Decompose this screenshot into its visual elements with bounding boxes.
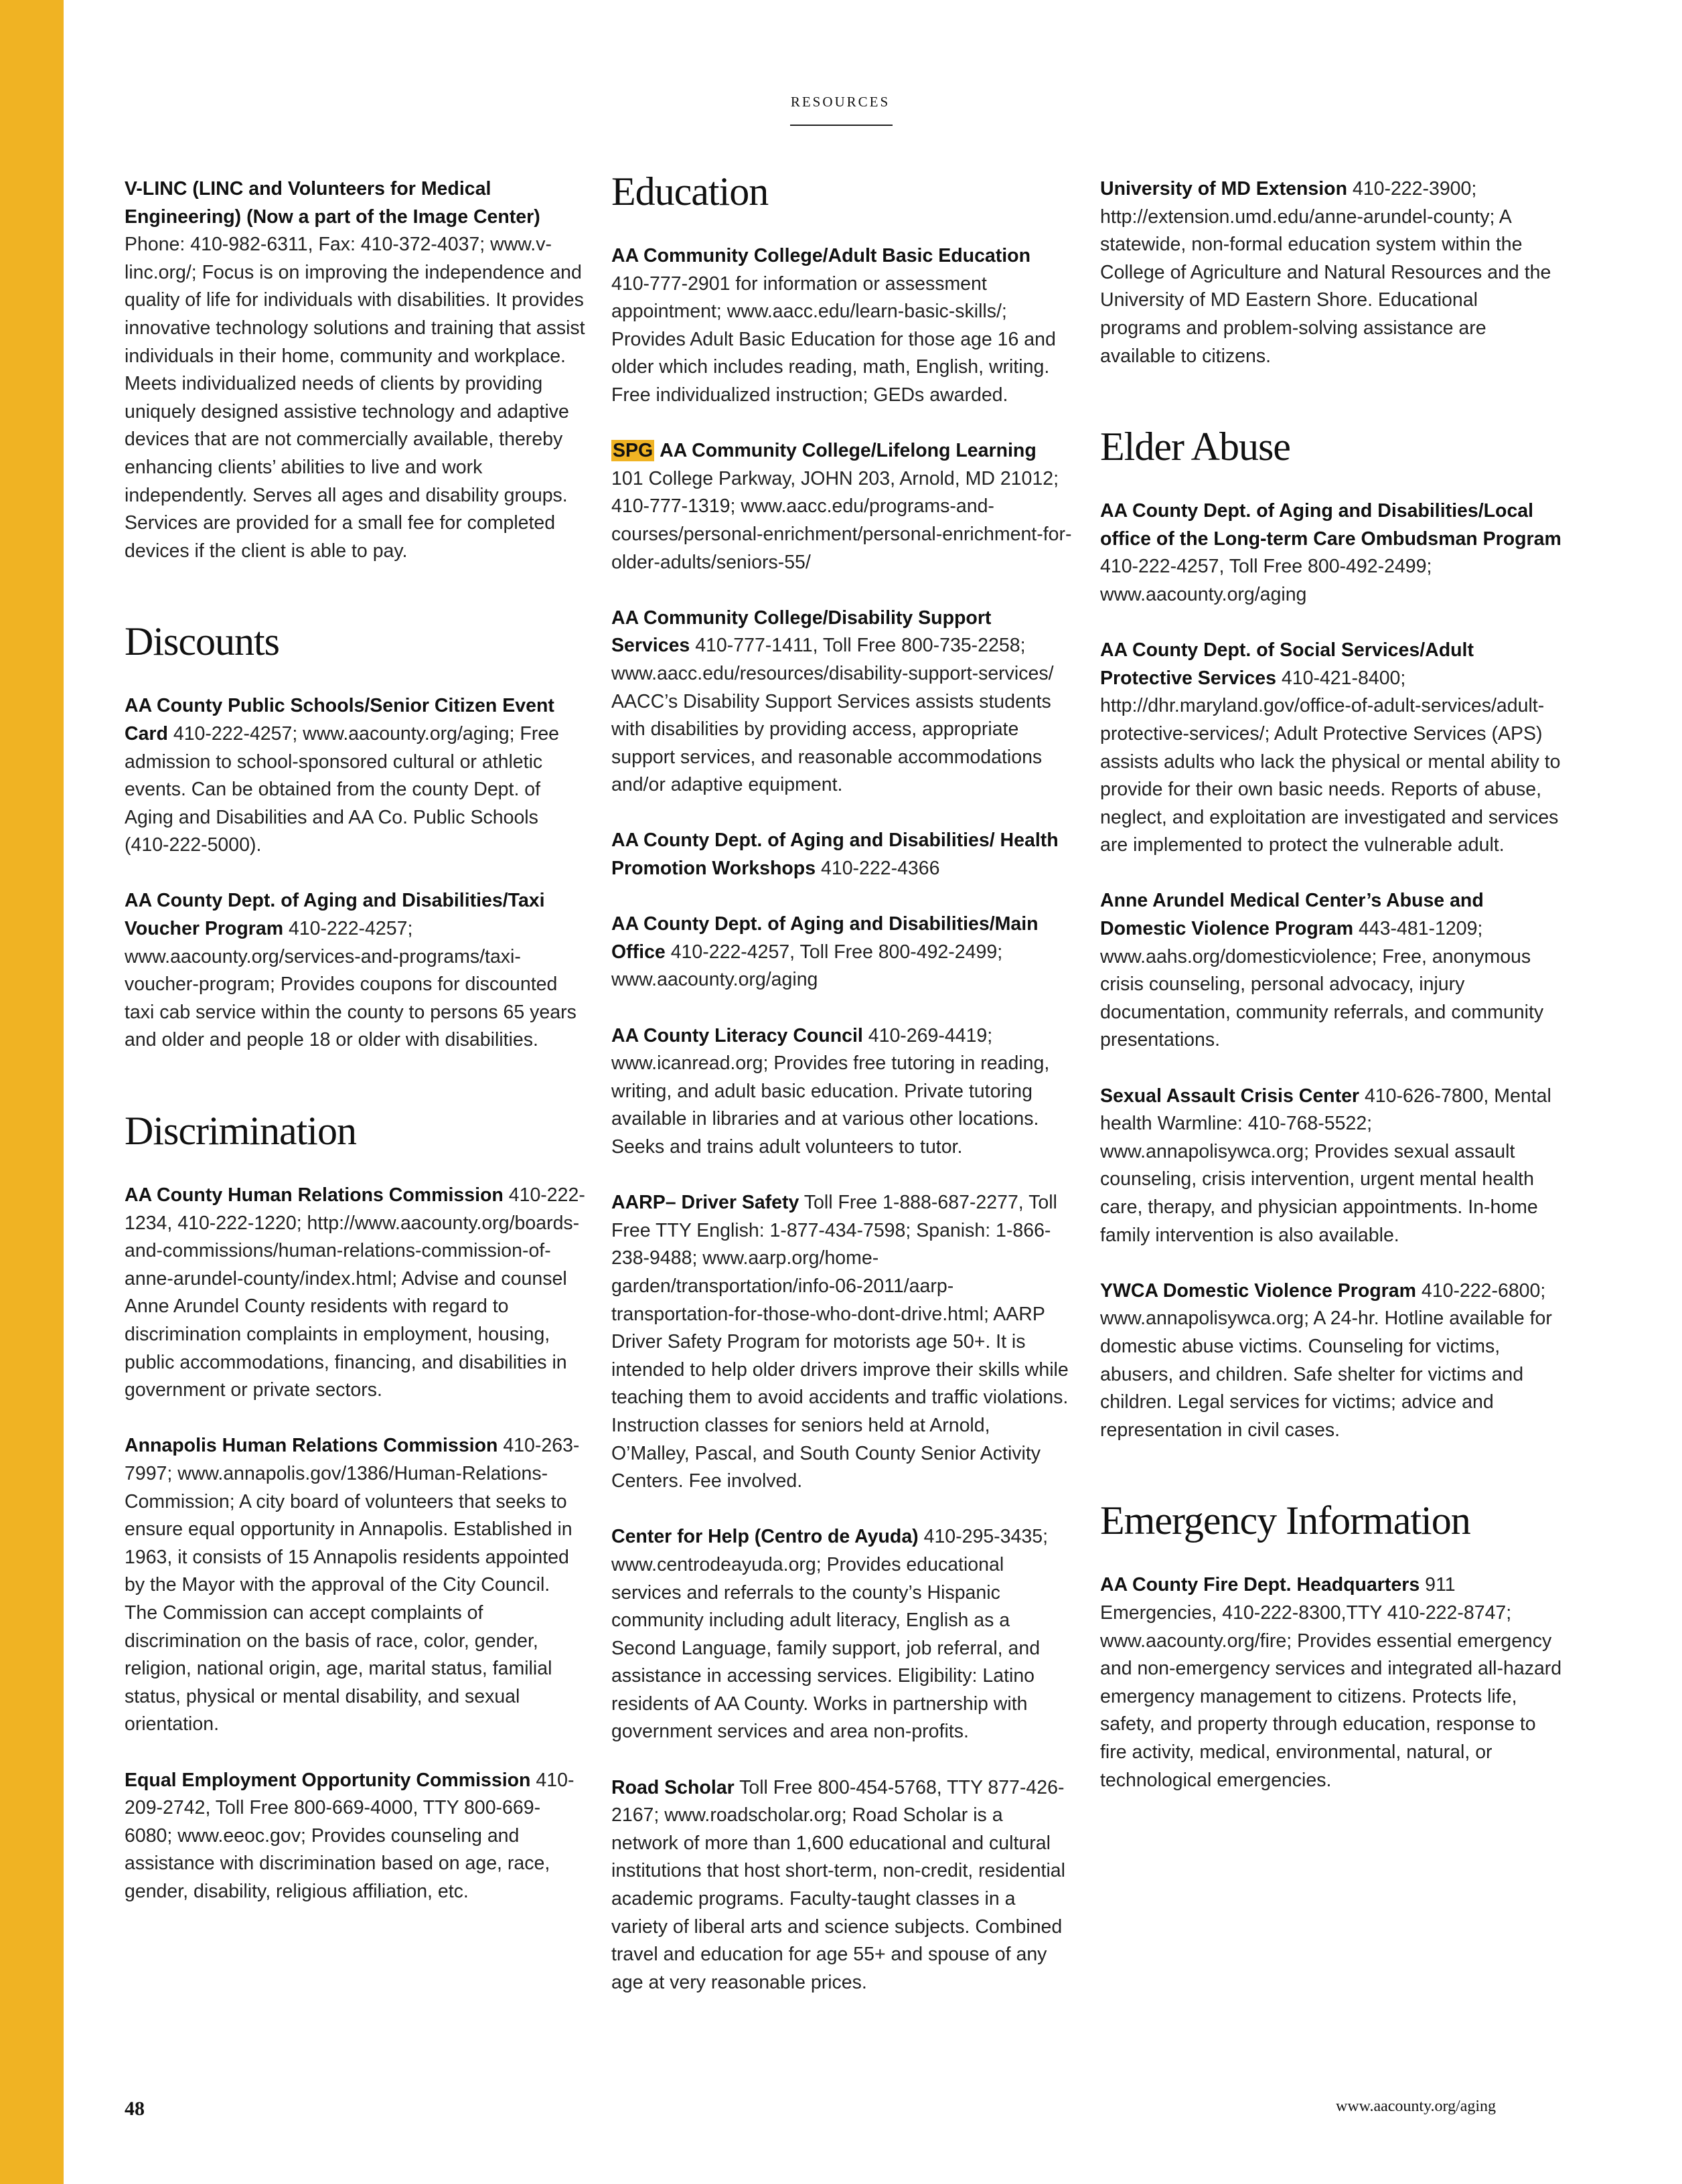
- resource-details: 410-626-7800, Mental health Warmline: 410-768-5522; www.annapolisywca.org; Provides sexual assault counseling, crisis intervention, urgent mental health care, therapy, and physician appointments. In-home family intervention is also available.: [1100, 1085, 1551, 1246]
- resource-entry: [611, 1189, 1073, 1496]
- resource-name: Center for Help (Centro de Ayuda): [611, 1526, 919, 1548]
- resource-details: 911 Emergencies, 410-222-8300,TTY 410-222-8747; www.aacounty.org/fire; Provides essential emergency and non-emergency services and integrated all-hazard emergency management to citizens. Protects life, safety, and property through education, response to fire activity, medical, environmental, natural, or technological emergencies.: [1100, 1574, 1562, 1791]
- resource-entry: [611, 911, 1073, 994]
- resource-details: 410-777-2901 for information or assessment appointment; www.aacc.edu/learn-basic-skills/; Provides Adult Basic Education for those age 16 and older which includes reading, math, English, writing. Free individualized instruction; GEDs awarded.: [611, 272, 1056, 406]
- page-number: 48: [125, 2098, 145, 2120]
- resource-entry: [1100, 637, 1562, 860]
- resource-details: Phone: 410-982-6311, Fax: 410-372-4037; www.v-linc.org/; Focus is on improving the independence and quality of life for individuals with disabilities. It provides innovative technology solutions and training that assist individuals in their home, community and workplace. Meets individualized needs of clients by providing uniquely designed assistive technology and adaptive devices that are not commercially available, thereby enhancing clients’ abilities to live and work independently. Serves all ages and disability groups. Services are provided for a small fee for completed devices if the client is able to pay.: [125, 234, 585, 562]
- resource-section: [125, 175, 587, 565]
- resource-name: Equal Employment Opportunity Commission: [125, 1769, 531, 1791]
- resource-details: 410-263-7997; www.annapolis.gov/1386/Human-Relations-Commission; A city board of volunteers that seeks to ensure equal opportunity in Annapolis. Established in 1963, it consists of 15 Annapolis residents appointed by the Mayor with the approval of the City Council. The Commission can accept complaints of discrimination on the basis of race, color, gender, religion, national origin, age, marital status, familial status, physical or mental disability, and sexual orientation.: [125, 1435, 580, 1735]
- resource-details: 410-222-6800; www.annapolisywca.org; A 24-hr. Hotline available for domestic abuse victims. Counseling for victims, abusers, and children. Safe shelter for victims and children. Legal services for victims; advice and representation in civil cases.: [1100, 1279, 1552, 1441]
- column-2: [611, 167, 1073, 2049]
- resource-entry: [611, 242, 1073, 410]
- resource-name: AA County Dept. of Aging and Disabilities/ Health Promotion Workshops: [611, 830, 1059, 880]
- resource-entry: [1100, 1083, 1562, 1250]
- resource-section: [611, 167, 1073, 1997]
- resource-entry: [125, 1432, 587, 1739]
- resource-details: 410-269-4419; www.icanread.org; Provides free tutoring in reading, writing, and adult basic education. Private tutoring available in libraries and at various other locations. Seeks and trains adult volunteers to tutor.: [611, 1024, 1050, 1158]
- resource-name: AARP– Driver Safety: [611, 1192, 799, 1214]
- resource-name: AA County Public Schools/Senior Citizen Event Card: [125, 695, 554, 745]
- resource-name: AA County Dept. of Aging and Disabilities/Local office of the Long-term Care Ombudsman Program: [1100, 500, 1561, 550]
- resource-details: 410-295-3435; www.centrodeayuda.org; Provides educational services and referrals to the county’s Hispanic community including adult literacy, English as a Second Language, family support, job referral, and assistance in accessing services. Eligibility: Latino residents of AA County. Works in partnership with government services and area non-profits.: [611, 1526, 1048, 1743]
- resource-section: [1100, 175, 1562, 370]
- resource-entry: [1100, 887, 1562, 1055]
- resource-details: 410-222-3900; http://extension.umd.edu/anne-arundel-county; A statewide, non-formal education system within the College of Agriculture and Natural Resources and the University of MD Eastern Shore. Educational programs and problem-solving assistance are available to citizens.: [1100, 178, 1551, 367]
- resource-details: 443-481-1209; www.aahs.org/domesticviolence; Free, anonymous crisis counseling, personal advocacy, injury documentation, community referrals, and community presentations.: [1100, 918, 1544, 1051]
- resource-details: 101 College Parkway, JOHN 203, Arnold, MD 21012; 410-777-1319; www.aacc.edu/programs-and-courses/personal-enrichment/personal-enrichment-for-older-adults/seniors-55/: [611, 467, 1072, 573]
- resource-entry: [1100, 497, 1562, 609]
- resource-entry: [611, 827, 1073, 882]
- resource-details: 410-209-2742, Toll Free 800-669-4000, TTY 800-669-6080; www.eeoc.gov; Provides counseling and assistance with discrimination based on age, race, gender, disability, religious affiliation, etc.: [125, 1769, 575, 1902]
- resource-name: AA Community College/Disability Support Services: [611, 607, 992, 657]
- resource-name: Anne Arundel Medical Center’s Abuse and Domestic Violence Program: [1100, 890, 1484, 940]
- resource-entry: [125, 692, 587, 860]
- section-title: Discrimination: [125, 1109, 356, 1154]
- resource-entry: [125, 1767, 587, 1906]
- resource-entry: [125, 175, 587, 565]
- resource-details: 410-222-1234, 410-222-1220; http://www.aacounty.org/boards-and-commissions/human-relations-commission-of-anne-arundel-county/index.html; Advise and counsel Anne Arundel County residents with regard to discrimination complaints in employment, housing, public accommodations, financing, and disabilities in government or private sectors.: [125, 1184, 585, 1401]
- resource-entry: [1100, 175, 1562, 370]
- resource-name: YWCA Domestic Violence Program: [1100, 1279, 1416, 1302]
- resource-details: 410-222-4257; www.aacounty.org/services-and-programs/taxi-voucher-program; Provides coupons for discounted taxi cab service within the county to persons 65 years and older and people 18 or older with disabilities.: [125, 918, 577, 1051]
- resource-details: Toll Free 800-454-5768, TTY 877-426-2167; www.roadscholar.org; Road Scholar is a network of more than 1,600 educational and cultural institutions that host short-term, non-credit, residential academic programs. Faculty-taught classes in a variety of liberal arts and science subjects. Combined travel and education for age 55+ and spouse of any age at very reasonable prices.: [611, 1776, 1065, 1993]
- resource-name: AA Community College/Adult Basic Education: [611, 245, 1030, 266]
- resource-details: 410-222-4366: [816, 858, 940, 880]
- running-head-rule: [790, 125, 893, 126]
- resource-details: 410-222-4257; www.aacounty.org/aging; Free admission to school-sponsored cultural or athletic events. Can be obtained from the county Dept. of Aging and Disabilities and AA Co. Public Schools (410-222-5000).: [125, 722, 560, 856]
- section-title: Elder Abuse: [1100, 424, 1290, 469]
- resource-entry: [611, 605, 1073, 799]
- resource-entry: [125, 887, 587, 1055]
- resource-section: [1100, 422, 1562, 1444]
- resource-name: AA County Dept. of Social Services/Adult Protective Services: [1100, 639, 1474, 689]
- resource-name: AA County Dept. of Aging and Disabilities/Main Office: [611, 913, 1039, 963]
- section-title: Emergency Information: [1100, 1498, 1470, 1543]
- resource-details: 410-777-1411, Toll Free 800-735-2258; www.aacc.edu/resources/disability-support-services/ AACC’s Disability Support Services assists students with disabilities by providing access, appropriate support services, and reasonable accommodations and/or adaptive equipment.: [611, 635, 1054, 796]
- accent-side-bar: [0, 0, 64, 2184]
- resource-name: AA County Fire Dept. Headquarters: [1100, 1574, 1420, 1596]
- resource-section: [1100, 1496, 1562, 1794]
- resource-name: AA County Dept. of Aging and Disabilities/Taxi Voucher Program: [125, 890, 545, 940]
- resource-name: V-LINC (LINC and Volunteers for Medical Engineering) (Now a part of the Image Center): [125, 178, 540, 228]
- resource-details: 410-222-4257, Toll Free 800-492-2499; www.aacounty.org/aging: [1100, 556, 1432, 605]
- resource-details: 410-421-8400; http://dhr.maryland.gov/office-of-adult-services/adult-protective-services/; Adult Protective Services (APS) assists adults who lack the physical or mental ability to provide for their own basic needs. Reports of abuse, neglect, and exploitation are investigated and services are implemented to protect the vulnerable adult.: [1100, 667, 1561, 856]
- resource-name: AA County Human Relations Commission: [125, 1184, 504, 1206]
- resource-details: 410-222-4257, Toll Free 800-492-2499; www.aacounty.org/aging: [611, 941, 1003, 991]
- section-title: Education: [611, 169, 769, 214]
- resource-entry: [1100, 1571, 1562, 1794]
- resource-name: AA County Literacy Council: [611, 1024, 863, 1046]
- resource-entry: [1100, 1277, 1562, 1445]
- resource-name: University of MD Extension: [1100, 178, 1347, 200]
- resource-entry: [611, 1523, 1073, 1746]
- resource-entry: [611, 1022, 1073, 1162]
- column-1: [125, 175, 587, 1958]
- footer-url[interactable]: www.aacounty.org/aging: [1336, 2098, 1497, 2115]
- resource-name: Road Scholar: [611, 1776, 735, 1798]
- resource-entry: [125, 1182, 587, 1405]
- resource-entry: [611, 1774, 1073, 1997]
- running-head: RESOURCES: [790, 94, 891, 110]
- spg-badge: SPG: [613, 440, 654, 462]
- resource-name: AA Community College/Lifelong Learning: [660, 440, 1037, 462]
- resource-section: [125, 617, 587, 1055]
- resource-section: [125, 1107, 587, 1905]
- resource-details: Toll Free 1-888-687-2277, Toll Free TTY English: 1-877-434-7598; Spanish: 1-866-238-9488; www.aarp.org/home-garden/transportation/info-06-2011/aarp-transportation-for-those-who-dont-drive.html; AARP Driver Safety Program for motorists age 50+. It is intended to help older drivers improve their skills while teaching them to avoid accidents and traffic violations. Instruction classes for seniors held at Arnold, O’Malley, Pascal, and South County Senior Activity Centers. Fee involved.: [611, 1192, 1069, 1492]
- resource-entry: [611, 437, 1073, 576]
- resource-name: Annapolis Human Relations Commission: [125, 1435, 498, 1457]
- section-title: Discounts: [125, 619, 279, 664]
- resource-name: Sexual Assault Crisis Center: [1100, 1085, 1360, 1107]
- column-3: [1100, 175, 1562, 1847]
